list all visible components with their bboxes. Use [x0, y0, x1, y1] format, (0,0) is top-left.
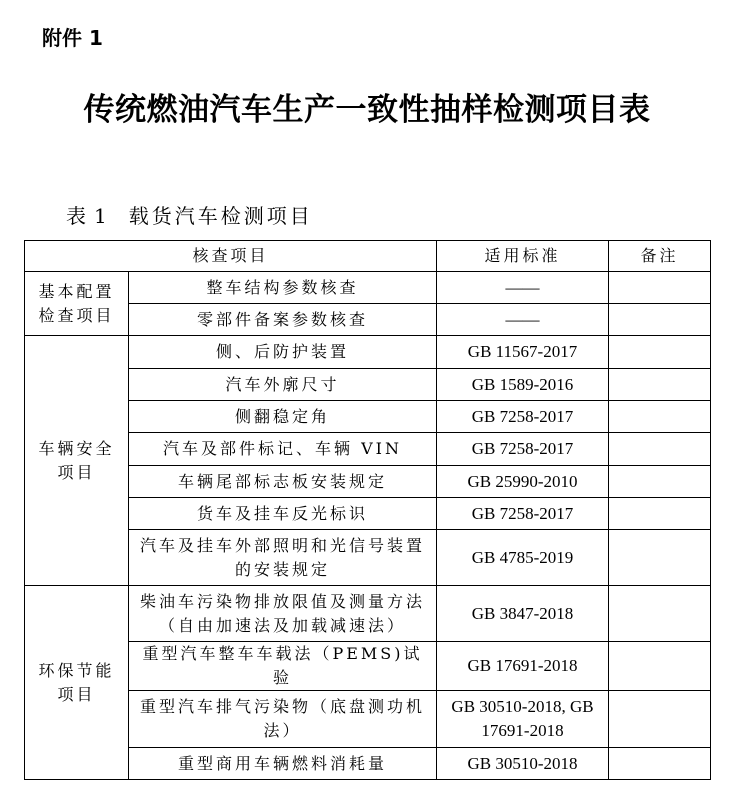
- remark-cell: [609, 466, 711, 498]
- header-standard: 适用标准: [437, 241, 609, 272]
- item-cell: 零部件备案参数核查: [129, 304, 437, 336]
- standard-cell: ——: [437, 272, 609, 304]
- remark-cell: [609, 498, 711, 530]
- document-title: 传统燃油汽车生产一致性抽样检测项目表: [83, 92, 651, 128]
- standard-cell: GB 25990-2010: [437, 466, 609, 498]
- remark-cell: [609, 586, 711, 642]
- item-cell: 货车及挂车反光标识: [129, 498, 437, 530]
- item-cell: 柴油车污染物排放限值及测量方法（自由加速法及加载减速法）: [129, 586, 437, 642]
- item-cell: 车辆尾部标志板安装规定: [129, 466, 437, 498]
- remark-cell: [609, 369, 711, 401]
- remark-cell: [609, 304, 711, 336]
- item-cell: 整车结构参数核查: [129, 272, 437, 304]
- item-cell: 侧、后防护装置: [129, 336, 437, 369]
- item-cell: 汽车及部件标记、车辆 VIN: [129, 433, 437, 466]
- standard-cell: GB 3847-2018: [437, 586, 609, 642]
- table-row: [25, 272, 711, 304]
- standard-cell: GB 7258-2017: [437, 401, 609, 433]
- inspection-items-table: [24, 240, 711, 780]
- standard-cell: ——: [437, 304, 609, 336]
- remark-cell: [609, 642, 711, 691]
- attachment-label: 附件 1: [42, 26, 103, 50]
- remark-cell: [609, 433, 711, 466]
- standard-cell: GB 11567-2017: [437, 336, 609, 369]
- table-caption-label: 表: [66, 204, 86, 228]
- item-cell: 重型汽车排气污染物（底盘测功机法）: [129, 691, 437, 748]
- standard-cell: GB 1589-2016: [437, 369, 609, 401]
- standard-cell: GB 7258-2017: [437, 498, 609, 530]
- item-cell: 重型商用车辆燃料消耗量: [129, 748, 437, 780]
- table-row: [25, 336, 711, 369]
- remark-cell: [609, 748, 711, 780]
- item-cell: 侧翻稳定角: [129, 401, 437, 433]
- table-header-row: [25, 241, 711, 272]
- table-caption-text: 载货汽车检测项目: [128, 204, 313, 228]
- group-name: 车辆安全项目: [25, 336, 129, 586]
- table-caption: [66, 200, 313, 229]
- header-item: 核查项目: [25, 241, 437, 272]
- group-name: 环保节能项目: [25, 586, 129, 780]
- standard-cell: GB 30510-2018, GB 17691-2018: [437, 691, 609, 748]
- group-name: 基本配置检查项目: [25, 272, 129, 336]
- remark-cell: [609, 272, 711, 304]
- remark-cell: [609, 530, 711, 586]
- item-cell: 汽车及挂车外部照明和光信号装置的安装规定: [129, 530, 437, 586]
- table-row: [25, 586, 711, 642]
- standard-cell: GB 17691-2018: [437, 642, 609, 691]
- item-cell: 汽车外廓尺寸: [129, 369, 437, 401]
- header-remark: 备注: [609, 241, 711, 272]
- standard-cell: GB 7258-2017: [437, 433, 609, 466]
- remark-cell: [609, 336, 711, 369]
- table-caption-number: 1: [94, 204, 107, 228]
- standard-cell: GB 4785-2019: [437, 530, 609, 586]
- standard-cell: GB 30510-2018: [437, 748, 609, 780]
- remark-cell: [609, 691, 711, 748]
- item-cell: 重型汽车整车车载法（PEMS)试验: [129, 642, 437, 691]
- remark-cell: [609, 401, 711, 433]
